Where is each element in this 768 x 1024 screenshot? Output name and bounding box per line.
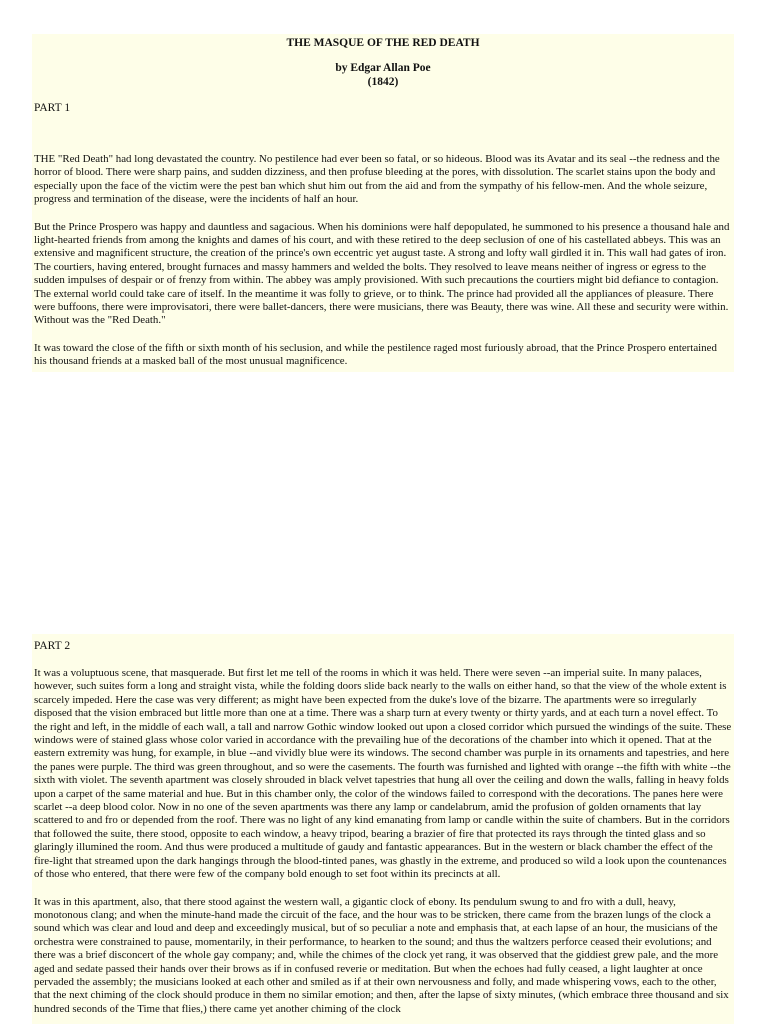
author-byline: by Edgar Allan Poe: [335, 62, 431, 74]
publication-year: (1842): [367, 75, 399, 88]
part-1-paragraph-2: But the Prince Prospero was happy and dauntless and sagacious. When his dominions were half depopulated, he summoned to his presence a thousand hale and light-hearted friends from among the knights and dames of his court, and with these retired to the deep seclusion of one of his castellated abbeys. This was an extensive and magnificent structure, the creation of the prince's own eccentric yet august taste. A strong and lofty wall girdled it in. This wall had gates of iron. The courtiers, having entered, brought furnaces and massy hammers and welded the bolts. They resolved to leave means neither of ingress or egress to the sudden impulses of despair or of frenzy from within. The abbey was amply provisioned. With such precautions the courtiers might bid defiance to contagion. The external world could take care of itself. In the meantime it was folly to grieve, or to think. The prince had provided all the appliances of pleasure. There were buffoons, there were improvisatori, there were ballet-dancers, there were musicians, there was Beauty, there was wine. All these and security were within. Without was the "Red Death.": [34, 220, 730, 327]
part-2-heading: PART 2: [34, 640, 71, 652]
part-1-paragraph-3: It was toward the close of the fifth or sixth month of his seclusion, and while the pestilence raged most furiously abroad, that the Prince Prospero entertained his thousand friends at a masked ball of the most unusual magnificence.: [34, 341, 717, 368]
part-2-paragraph-2: It was in this apartment, also, that there stood against the western wall, a gigantic clock of ebony. Its pendulum swung to and fro with a dull, heavy, monotonous clang; and when the minute-hand made the circuit of the face, and the hour was to be stricken, there came from the brazen lungs of the clock a sound which was clear and loud and deep and exceedingly musical, but of so peculiar a note and emphasis that, at each lapse of an hour, the musicians of the orchestra were constrained to pause, momentarily, in their performance, to hearken to the sound; and thus the waltzers perforce ceased their evolutions; and there was a brief disconcert of the whole gay company; and, while the chimes of the clock yet rang, it was observed that the giddiest grew pale, and the more aged and sedate passed their hands over their brows as if in confused reverie or meditation. But when the echoes had fully ceased, a light laughter at once pervaded the assembly; the musicians looked at each other and smiled as if at their own nervousness and folly, and made whispering vows, each to the other, that the next chiming of the clock should produce in them no similar emotion; and then, after the lapse of sixty minutes, (which embrace three thousand and six hundred seconds of the Time that flies,) there came yet another chiming of the clock: [34, 895, 729, 1015]
page-one: [32, 34, 734, 372]
document-title: THE MASQUE OF THE RED DEATH: [286, 37, 480, 49]
byline-block: [34, 62, 732, 89]
part-1-paragraph-1: THE "Red Death" had long devastated the country. No pestilence had ever been so fatal, or so hideous. Blood was its Avatar and its seal --the redness and the horror of blood. There were sharp pains, and sudden dizziness, and then profuse bleeding at the pores, with dissolution. The scarlet stains upon the body and especially upon the face of the victim were the pest ban which shut him out from the aid and from the sympathy of his fellow-men. And the whole seizure, progress and termination of the disease, were the incidents of half an hour.: [34, 153, 720, 206]
part-1-heading: PART 1: [34, 102, 71, 114]
page-two: [32, 634, 734, 1024]
part-2-paragraph-1: It was a voluptuous scene, that masquerade. But first let me tell of the rooms in which it was held. There were seven --an imperial suite. In many palaces, however, such suites form a long and straight vista, while the folding doors slide back nearly to the walls on either hand, so that the view of the whole extent is scarcely impeded. Here the case was very different; as might have been expected from the duke's love of the bizarre. The apartments were so irregularly disposed that the vision embraced but little more than one at a time. There was a sharp turn at every twenty or thirty yards, and at each turn a novel effect. To the right and left, in the middle of each wall, a tall and narrow Gothic window looked out upon a closed corridor which pursued the windings of the suite. These windows were of stained glass whose color varied in accordance with the prevailing hue of the decorations of the chamber into which it opened. That at the eastern extremity was hung, for example, in blue --and vividly blue were its windows. The second chamber was purple in its ornaments and tapestries, and here the panes were purple. The third was green throughout, and so were the casements. The fourth was furnished and lighted with orange --the fifth with white --the sixth with violet. The seventh apartment was closely shrouded in black velvet tapestries that hung all over the ceiling and down the walls, falling in heavy folds upon a carpet of the same material and hue. But in this chamber only, the color of the windows failed to correspond with the decorations. The panes here were scarlet --a deep blood color. Now in no one of the seven apartments was there any lamp or candelabrum, amid the profusion of golden ornaments that lay scattered to and fro or depended from the roof. There was no light of any kind emanating from lamp or candle within the suite of chambers. But in the corridors that followed the suite, there stood, opposite to each window, a heavy tripod, bearing a brazier of fire that protected its rays through the tinted glass and so glaringly illumined the room. And thus were produced a multitude of gaudy and fantastic appearances. But in the western or black chamber the effect of the fire-light that streamed upon the dark hangings through the blood-tinted panes, was ghastly in the extreme, and produced so wild a look upon the countenances of those who entered, that there were few of the company bold enough to set foot within its precincts at all.: [34, 667, 732, 881]
